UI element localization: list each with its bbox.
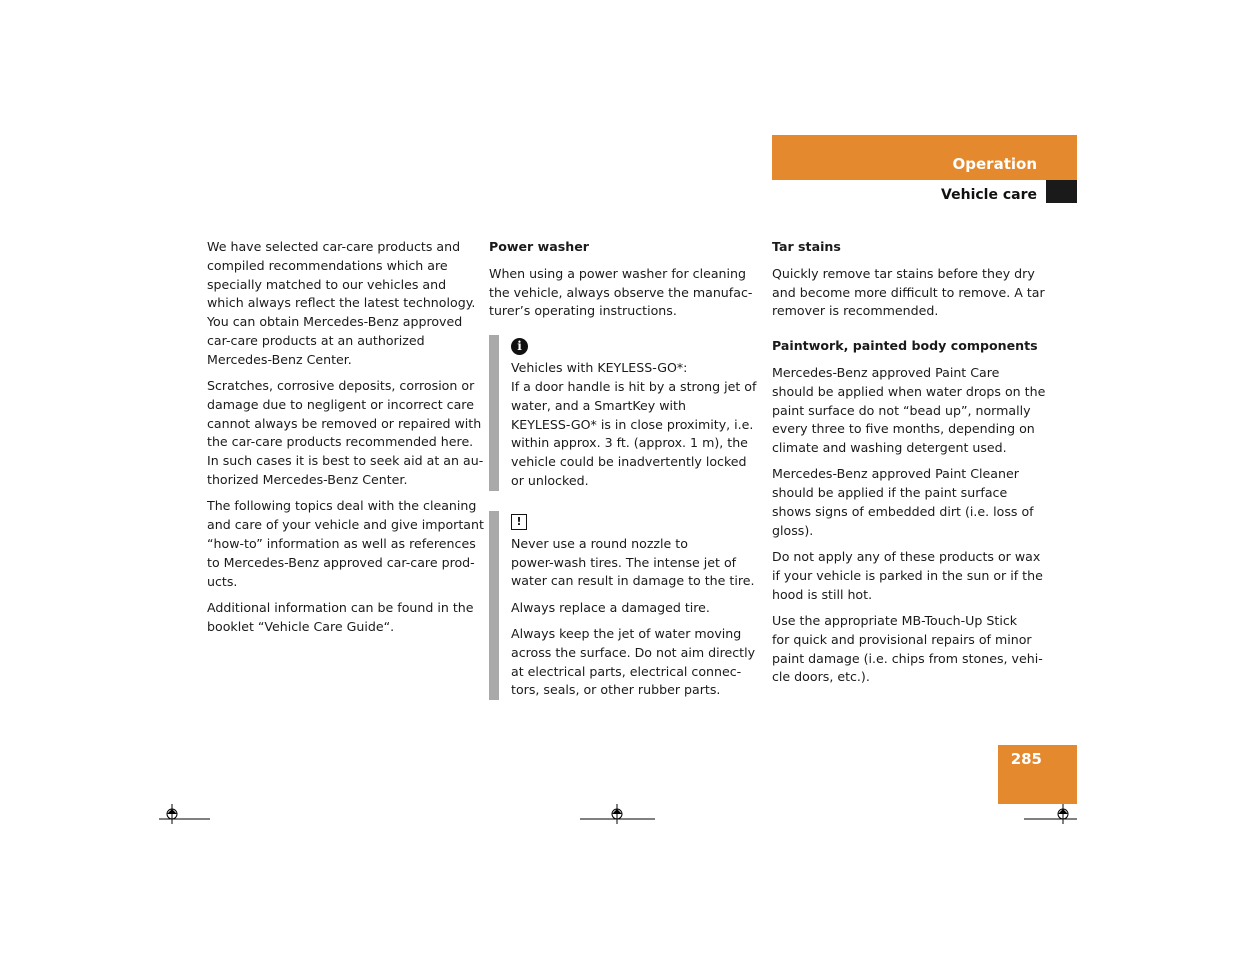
column-left bbox=[207, 238, 484, 644]
paragraph-power-washer: When using a power washer for cleaning the vehicle, always observe the manufac- turer’s operating instructions. bbox=[489, 265, 753, 319]
warning-note bbox=[489, 511, 754, 700]
paragraph-paint-cleaner: Mercedes-Benz approved Paint Cleaner should be applied if the paint surface shows signs of embedded dirt (i.e. loss of gloss). bbox=[772, 466, 1034, 538]
paragraph-sun-warning: Do not apply any of these products or wax if your vehicle is parked in the sun or if the hood is still hot. bbox=[772, 549, 1043, 602]
page-number: 285 bbox=[1010, 750, 1042, 768]
heading-power-washer: Power washer bbox=[489, 239, 589, 254]
warning-text-jet: Always keep the jet of water moving across the surface. Do not aim directly at electrical parts, electrical connec- tors, seals, or other rubber parts. bbox=[511, 625, 756, 698]
info-text: Vehicles with KEYLESS-GO*: If a door handle is hit by a strong jet of water, and a SmartKey with KEYLESS-GO* is in close proximity, i.e. within approx. 3 ft. (approx. 1 m), the vehicle could be inadvertently locked or unlocked. bbox=[511, 360, 757, 488]
warning-text-replace-tire: Always replace a damaged tire. bbox=[511, 599, 710, 615]
column-right bbox=[772, 238, 1046, 695]
subsection-title: Vehicle care bbox=[941, 187, 1037, 203]
column-middle bbox=[489, 238, 757, 720]
info-icon: i bbox=[511, 338, 528, 355]
registration-mark-left bbox=[155, 800, 215, 826]
paragraph-paint-care: Mercedes-Benz approved Paint Care should be applied when water drops on the paint surface do not “bead up”, normally every three to five months, depending on climate and washing detergent used. bbox=[772, 364, 1046, 456]
info-note bbox=[489, 335, 757, 491]
section-marker bbox=[1046, 180, 1077, 203]
heading-paintwork: Paintwork, painted body components bbox=[772, 338, 1038, 354]
registration-mark-center bbox=[578, 800, 658, 826]
section-title: Operation bbox=[952, 155, 1037, 173]
paragraph-additional-info: Additional information can be found in the booklet “Vehicle Care Guide“. bbox=[207, 599, 474, 634]
paragraph-damage: Scratches, corrosive deposits, corrosion or damage due to negligent or incorrect care cannot always be removed or repaired with the car-care products recommended here. In such cases it is best to seek aid at an au- thorized Mercedes-Benz Center. bbox=[207, 378, 484, 488]
paragraph-topics: The following topics deal with the cleaning and care of your vehicle and give important “how-to” information as well as references to Mercedes-Benz approved car-care prod- ucts. bbox=[207, 498, 484, 589]
paragraph-tar-stains: Quickly remove tar stains before they dry and become more difficult to remove. A tar remover is recommended. bbox=[772, 265, 1045, 319]
warning-icon: ! bbox=[511, 514, 527, 530]
paragraph-intro: We have selected car-care products and compiled recommendations which are specially matched to our vehicles and which always reflect the latest technology. You can obtain Mercedes-Benz approved car-care products at an authorized Mercedes-Benz Center. bbox=[207, 239, 476, 367]
registration-mark-right bbox=[1022, 800, 1082, 826]
heading-tar-stains: Tar stains bbox=[772, 239, 841, 254]
warning-text-nozzle: Never use a round nozzle to power-wash tires. The intense jet of water can result in damage to the tire. bbox=[511, 535, 755, 589]
paragraph-touch-up: Use the appropriate MB-Touch-Up Stick for quick and provisional repairs of minor paint damage (i.e. chips from stones, vehi- cle doors, etc.). bbox=[772, 613, 1043, 685]
